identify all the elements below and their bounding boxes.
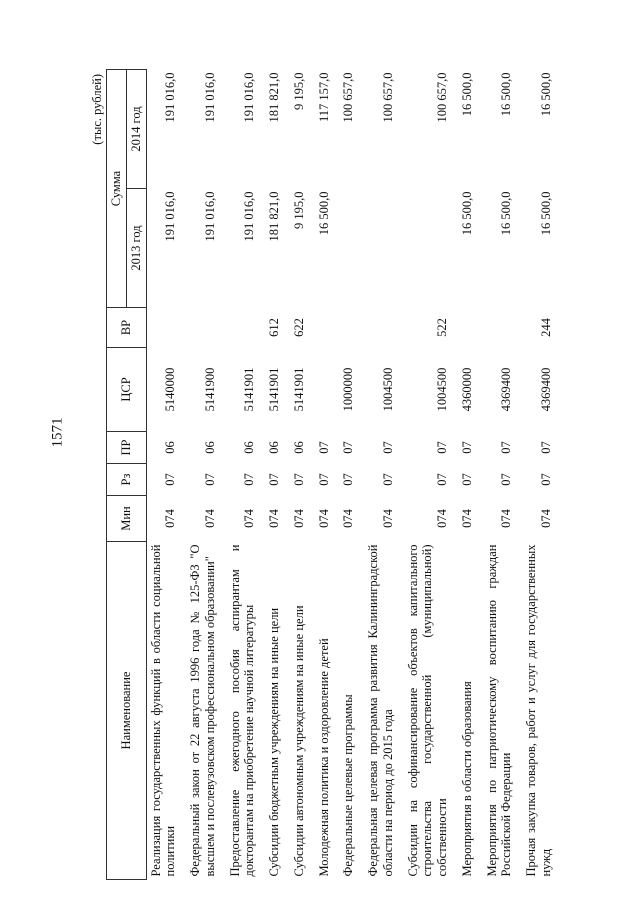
cell-rz: 07 [380, 473, 395, 486]
cell-pr: 06 [163, 441, 178, 454]
rotated-page-content [80, 60, 600, 880]
cell-min: 074 [242, 509, 257, 528]
units-note: (тыс. рублей) [90, 74, 104, 145]
cell-y2013: 191 016,0 [242, 191, 257, 242]
cell-name: Мероприятия в области образования [459, 681, 474, 877]
cell-min: 074 [499, 509, 514, 528]
cell-min: 074 [163, 509, 178, 528]
cell-name: Субсидии бюджетным учреждениям на иные цели [267, 607, 281, 877]
cell-vr: 622 [291, 318, 306, 337]
cell-csr: 5141901 [291, 367, 306, 412]
cell-vr [477, 308, 517, 348]
cell-y2013: 16 500,0 [499, 191, 514, 236]
cell-rz: 07 [538, 473, 553, 486]
cell-y2013: 191 016,0 [202, 191, 217, 242]
cell-rz: 07 [163, 473, 178, 486]
cell-rz: 07 [291, 473, 306, 486]
cell-pr: 06 [202, 441, 217, 454]
cell-rz: 07 [316, 473, 331, 486]
table-row [259, 70, 284, 880]
cell-min: 074 [435, 509, 449, 528]
cell-y2014: 191 016,0 [202, 72, 217, 123]
cell-y2013: 191 016,0 [163, 191, 178, 242]
cell-name: Федеральный закон от 22 августа 1996 года № 125-ФЗ "О высшем и послевузовском профессиональном образовании" [188, 544, 217, 877]
cell-csr: 1004500 [380, 367, 395, 412]
cell-min: 074 [291, 509, 306, 528]
cell-csr: 5141900 [202, 367, 217, 412]
header-pr: ПР [107, 432, 147, 464]
cell-min: 074 [380, 509, 395, 528]
cell-vr: 522 [435, 318, 449, 337]
cell-y2014: 9 195,0 [291, 72, 306, 110]
table-row [333, 70, 358, 880]
header-row [107, 70, 127, 880]
cell-vr [180, 308, 220, 348]
table-row [220, 70, 260, 880]
cell-y2014: 181 821,0 [267, 72, 281, 123]
cell-vr [309, 308, 334, 348]
cell-y2014: 16 500,0 [459, 72, 474, 117]
cell-y2013 [333, 189, 358, 308]
cell-pr: 07 [341, 441, 356, 454]
table-row [284, 70, 309, 880]
cell-name: Прочая закупка товаров, работ и услуг для государственных нужд [524, 544, 553, 877]
cell-min: 074 [202, 509, 217, 528]
cell-y2014: 100 657,0 [435, 72, 449, 123]
cell-y2013 [398, 189, 452, 308]
cell-y2013 [358, 189, 398, 308]
cell-vr [220, 308, 260, 348]
cell-vr [146, 308, 180, 348]
table-row [180, 70, 220, 880]
cell-min: 074 [538, 509, 553, 528]
cell-pr: 07 [459, 441, 474, 454]
budget-table [106, 69, 556, 880]
cell-vr: 244 [538, 318, 553, 337]
cell-csr: 4360000 [459, 367, 474, 412]
cell-pr: 07 [499, 441, 514, 454]
cell-min: 074 [459, 509, 474, 528]
cell-y2013: 181 821,0 [267, 191, 281, 242]
cell-csr [309, 348, 334, 432]
cell-rz: 07 [499, 473, 514, 486]
cell-rz: 07 [267, 473, 281, 486]
cell-name: Субсидии автономным учреждениям на иные цели [291, 605, 306, 877]
header-rz: Рз [107, 464, 147, 496]
table-row [516, 70, 556, 880]
table-row [146, 70, 180, 880]
header-2013: 2013 год [126, 189, 146, 308]
cell-name: Мероприятия по патриотическому воспитанию граждан Российской Федерации [484, 544, 514, 877]
page-number: 1571 [49, 417, 66, 448]
cell-min: 074 [267, 509, 281, 528]
cell-y2014: 191 016,0 [242, 72, 257, 123]
cell-pr: 06 [242, 441, 257, 454]
header-min: Мин [107, 496, 147, 542]
cell-y2013: 16 500,0 [538, 191, 553, 236]
cell-y2014: 117 157,0 [316, 72, 331, 123]
cell-pr: 07 [538, 441, 553, 454]
table-row [358, 70, 398, 880]
header-csr: ЦСР [107, 348, 147, 432]
cell-y2014: 16 500,0 [499, 72, 514, 117]
cell-rz: 07 [202, 473, 217, 486]
cell-y2013: 16 500,0 [459, 191, 474, 236]
table-row [452, 70, 477, 880]
header-2014: 2014 год [126, 70, 146, 189]
cell-name: Предоставление ежегодного пособия аспирантам и докторантам на приобретение научной литературы [227, 544, 257, 877]
cell-rz: 07 [341, 473, 356, 486]
cell-name: Реализация государственных функций в области социальной политики [148, 544, 178, 877]
cell-name: Федеральная целевая программа развития Калининградской области на период до 2015 года [366, 544, 395, 877]
cell-y2014: 16 500,0 [538, 72, 553, 117]
table-row [477, 70, 517, 880]
cell-csr: 4369400 [499, 367, 514, 412]
cell-y2014: 100 657,0 [380, 72, 395, 123]
cell-y2013: 9 195,0 [291, 191, 306, 229]
cell-pr: 07 [316, 441, 331, 454]
cell-pr: 07 [380, 441, 395, 454]
cell-csr: 5141901 [267, 367, 281, 412]
table-body [146, 70, 556, 880]
cell-vr: 612 [267, 318, 281, 337]
cell-name: Федеральные целевые программы [341, 694, 356, 877]
cell-name: Субсидии на софинансирование объектов капитального строительства государственной (муниципальной) собственности [405, 544, 449, 877]
cell-pr: 06 [267, 441, 281, 454]
table-row [398, 70, 452, 880]
cell-rz: 07 [459, 473, 474, 486]
cell-y2014: 100 657,0 [341, 72, 356, 123]
cell-name: Молодежная политика и оздоровление детей [316, 638, 331, 877]
cell-y2013: 16 500,0 [316, 191, 331, 236]
cell-vr [452, 308, 477, 348]
cell-pr: 07 [435, 441, 449, 454]
cell-csr: 4369400 [538, 367, 553, 412]
cell-min: 074 [316, 509, 331, 528]
header-name: Наименование [107, 542, 147, 880]
cell-min: 074 [341, 509, 356, 528]
cell-csr: 5141901 [242, 367, 257, 412]
cell-csr: 1004500 [435, 367, 449, 412]
cell-y2014: 191 016,0 [163, 72, 178, 123]
cell-csr: 5140000 [163, 367, 178, 412]
cell-vr [358, 308, 398, 348]
table-row [309, 70, 334, 880]
header-sum: Сумма [107, 70, 127, 308]
cell-vr [333, 308, 358, 348]
cell-rz: 07 [242, 473, 257, 486]
cell-pr: 06 [291, 441, 306, 454]
cell-csr: 1000000 [341, 367, 356, 412]
header-vr: ВР [107, 308, 147, 348]
cell-rz: 07 [435, 473, 449, 486]
